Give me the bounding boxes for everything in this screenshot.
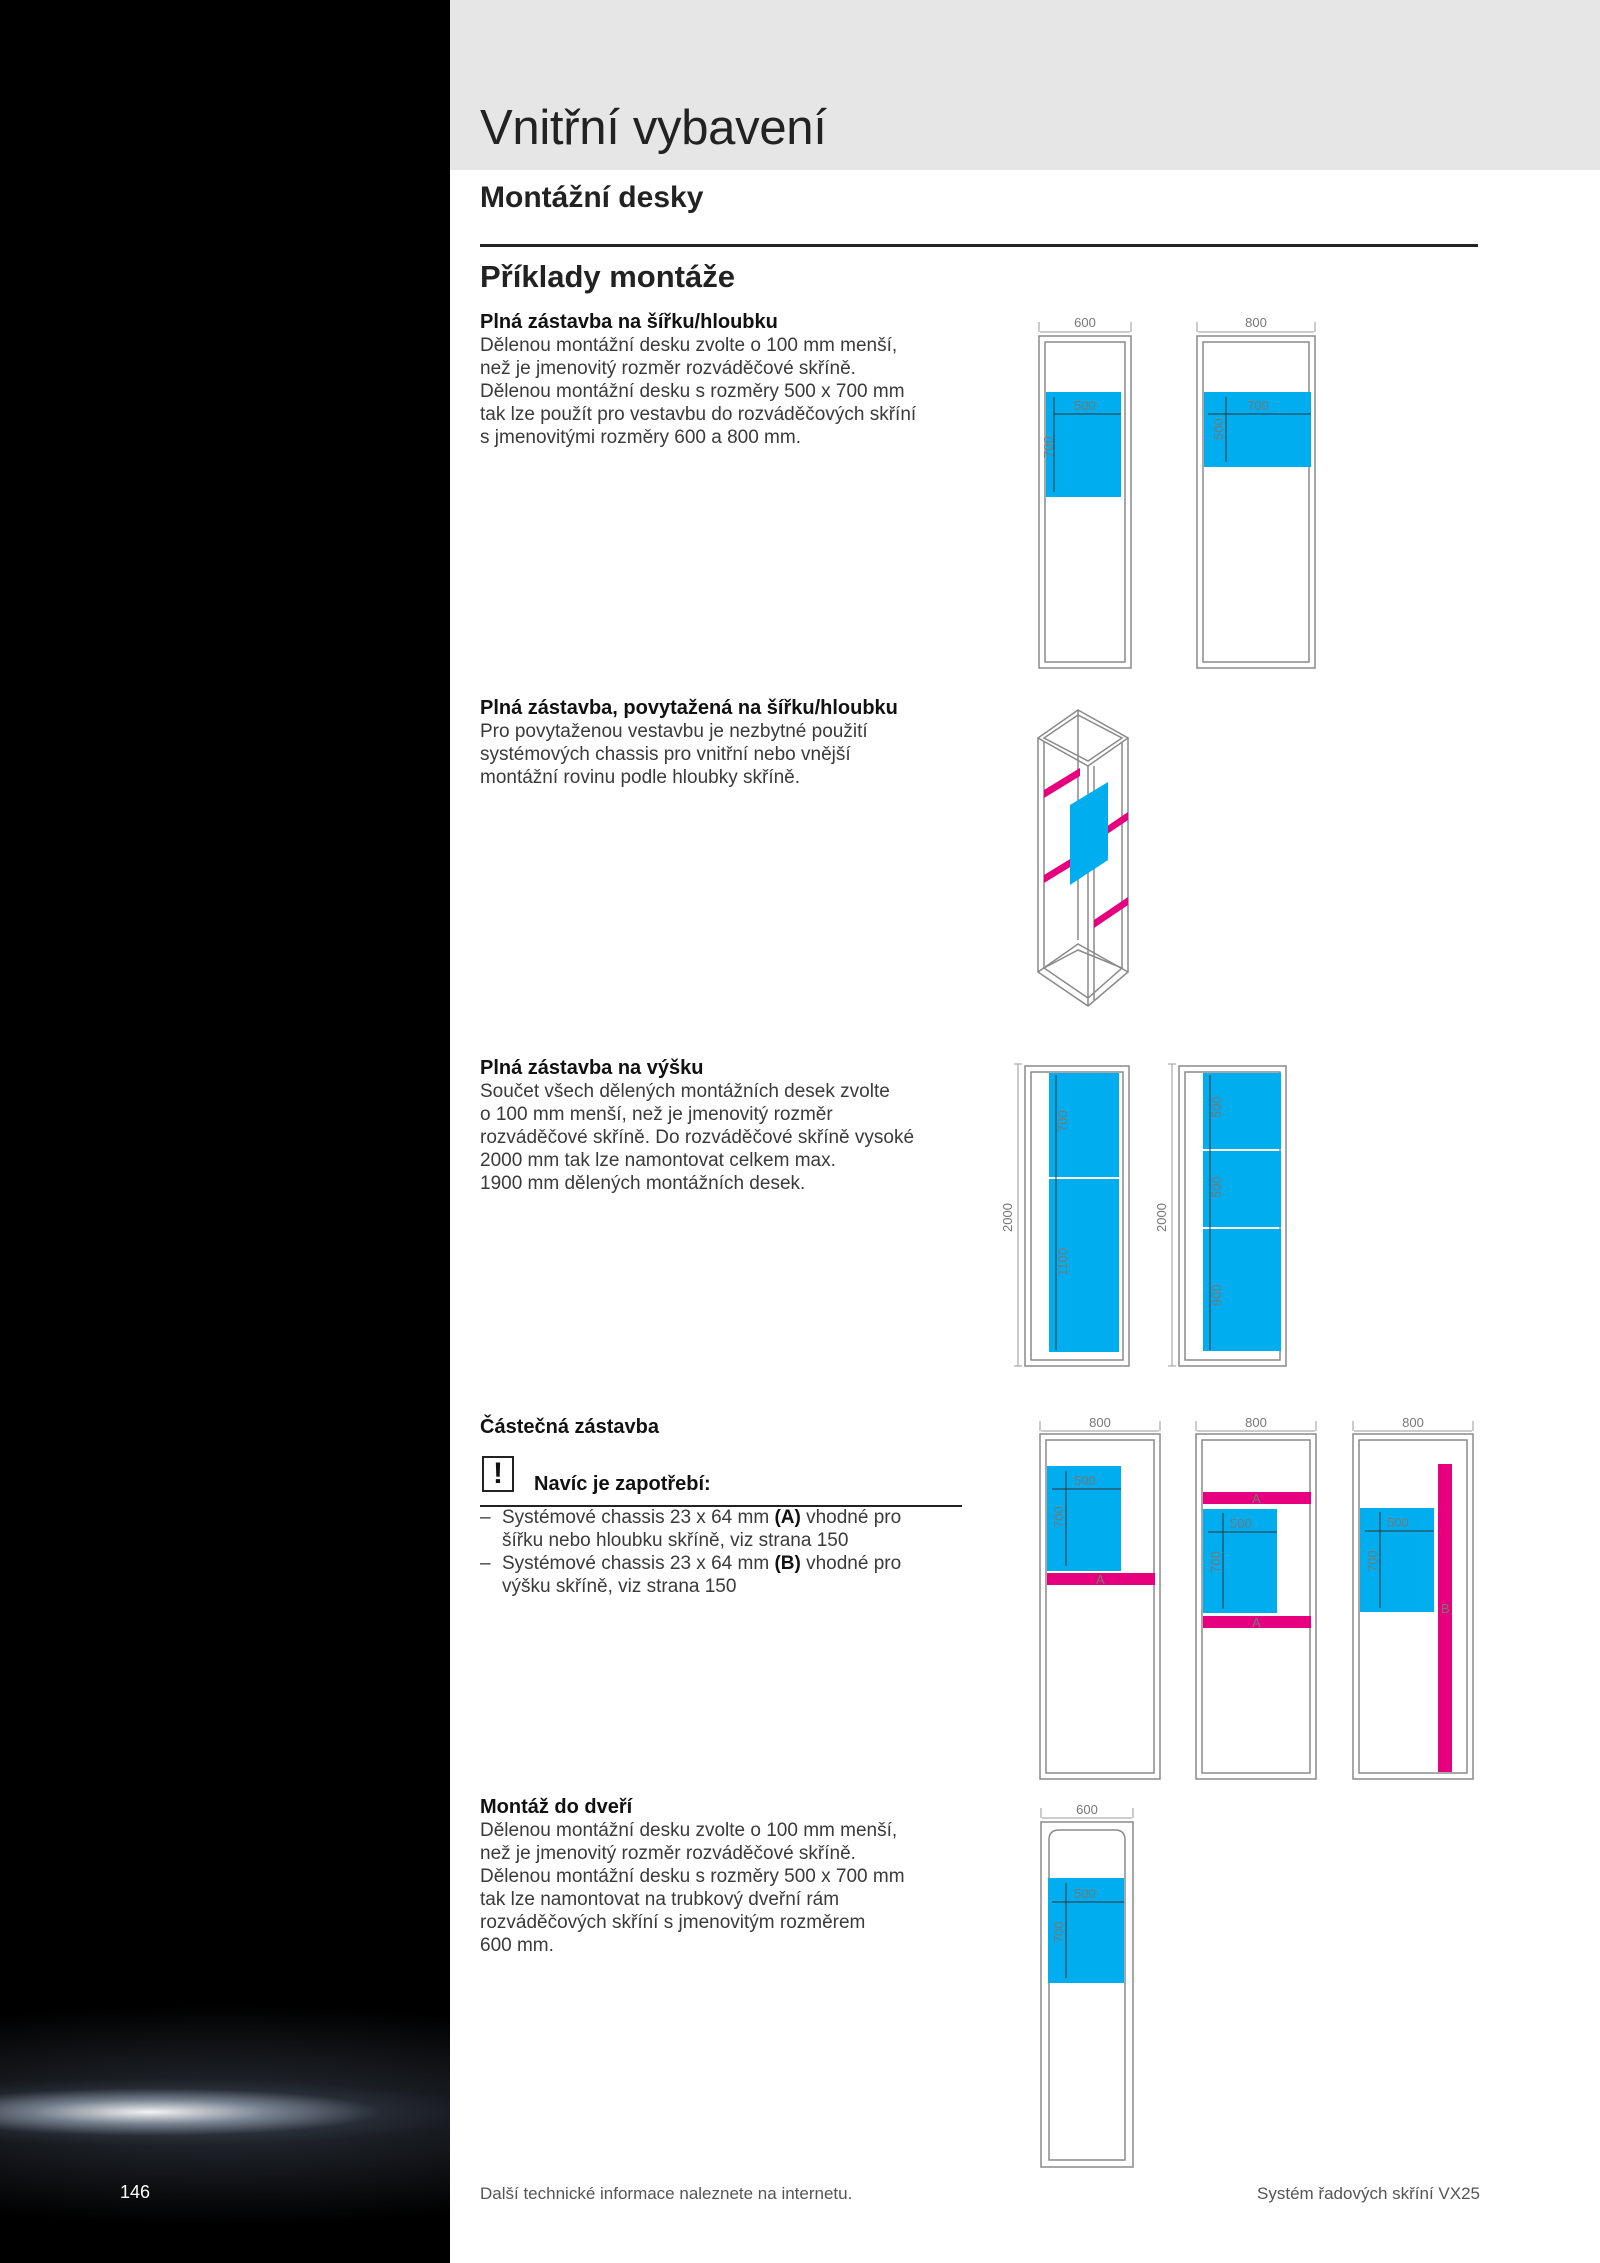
cabinet-partial-a	[1040, 1415, 1160, 1779]
note-title: Navíc je zapotřebí:	[534, 1473, 711, 1495]
text-line: 600 mm.	[480, 1935, 554, 1956]
text-line: o 100 mm menší, než je jmenovitý rozměr	[480, 1104, 833, 1125]
section-heading: Plná zástavba na šířku/hloubku	[480, 311, 778, 333]
chassis-rail	[1044, 768, 1080, 798]
cabinet-600	[1039, 315, 1131, 668]
section-heading: Částečná zástavba	[480, 1416, 659, 1438]
section-heading: Montáž do dveří	[480, 1796, 633, 1818]
text-line: než je jmenovitý rozměr rozváděčové skříně.	[480, 358, 856, 379]
text-line: Pro povytaženou vestavbu je nezbytné použití	[480, 721, 868, 742]
diagram-extended-mount	[1030, 700, 1190, 1020]
exclamation-icon: !	[482, 1456, 514, 1492]
dimension-label: 600	[1074, 315, 1096, 330]
section-divider	[480, 244, 1478, 247]
dimension-label: 800	[1402, 1415, 1424, 1430]
footer-info: Další technické informace naleznete na internetu.	[480, 2184, 853, 2203]
dimension-label: 700	[1247, 398, 1269, 413]
chassis-label: A	[1096, 1572, 1105, 1587]
cabinet-height-left	[1000, 1064, 1129, 1366]
dimension-label: 500	[1074, 398, 1096, 413]
dimension-label: 800	[1089, 1415, 1111, 1430]
chassis-rail	[1094, 897, 1128, 928]
sidebar-decoration	[0, 0, 450, 2263]
page-title: Vnitřní vybavení	[480, 101, 827, 155]
dimension-label: 2000	[1000, 1203, 1015, 1232]
text-line: Dělenou montážní desku zvolte o 100 mm menší,	[480, 1820, 898, 1841]
dimension-label: 500	[1211, 418, 1226, 440]
dimension-label: 700	[1208, 1551, 1223, 1573]
dimension-label: 500	[1387, 1515, 1409, 1530]
section-partial-mount	[480, 1416, 970, 1439]
cabinet-height-right	[1154, 1064, 1286, 1366]
dimension-label: 800	[1245, 315, 1267, 330]
list-item: – Systémové chassis 23 x 64 mm (A) vhodné pro šířku nebo hloubku skříně, viz strana 150	[480, 1507, 902, 1551]
chassis-rail	[1438, 1464, 1452, 1772]
text-line: s jmenovitými rozměry 600 a 800 mm.	[480, 427, 801, 448]
text-line: tak lze namontovat na trubkový dveřní rám	[480, 1889, 840, 1910]
dimension-label: 900	[1209, 1284, 1224, 1306]
text-line: systémových chassis pro vnitřní nebo vnější	[480, 744, 851, 765]
door-frame	[1041, 1822, 1133, 2167]
dimension-label: 500	[1209, 1176, 1224, 1198]
text-line: tak lze použít pro vestavbu do rozváděčových skříní	[480, 404, 917, 425]
dimension-label: 800	[1245, 1415, 1267, 1430]
text-line: montážní rovinu podle hloubky skříně.	[480, 767, 801, 788]
footer-catalog-title: Systém řadových skříní VX25	[1257, 2184, 1480, 2203]
diagram-door-mount	[1030, 1798, 1170, 2158]
dimension-label: 700	[1051, 1506, 1066, 1528]
text-line: rozváděčové skříně. Do rozváděčové skříně vysoké	[480, 1127, 915, 1148]
section-full-height	[480, 1057, 970, 1195]
requirements-list	[480, 1506, 980, 1598]
dimension-label: 2000	[1154, 1203, 1169, 1232]
cabinet-partial-c	[1353, 1415, 1473, 1779]
text-line: Dělenou montážní desku zvolte o 100 mm menší,	[480, 335, 898, 356]
section-heading: Plná zástavba, povytažená na šířku/hloubku	[480, 697, 898, 719]
section-title: Montážní desky	[480, 181, 704, 214]
chassis-label: A	[1252, 1615, 1261, 1630]
dimension-label: 700	[1041, 436, 1056, 458]
text-line: 1900 mm dělených montážních desek.	[480, 1173, 806, 1194]
mounting-plate	[1070, 782, 1108, 885]
diagram-partial-mount	[1030, 1416, 1490, 1766]
section-door-mount	[480, 1796, 970, 1957]
section-extended-mount	[480, 697, 970, 789]
diagram-full-width-depth	[1030, 310, 1350, 670]
diagram-full-height	[1000, 1060, 1300, 1380]
dimension-label: 600	[1076, 1802, 1098, 1817]
dimension-label: 500	[1230, 1516, 1252, 1531]
section-heading: Plná zástavba na výšku	[480, 1057, 704, 1079]
text-line: Dělenou montážní desku s rozměry 500 x 700 mm	[480, 381, 905, 402]
text-line: Součet všech dělených montážních desek zvolte	[480, 1081, 890, 1102]
list-item: – Systémové chassis 23 x 64 mm (B) vhodné pro výšku skříně, viz strana 150	[480, 1553, 902, 1597]
text-line: 2000 mm tak lze namontovat celkem max.	[480, 1150, 836, 1171]
dimension-label: 500	[1074, 1473, 1096, 1488]
page-number: 146	[120, 2182, 151, 2202]
section-full-width-depth	[480, 311, 970, 449]
dimension-label: 700	[1365, 1550, 1380, 1572]
subsection-title: Příklady montáže	[480, 259, 735, 294]
chassis-label: A	[1252, 1491, 1261, 1506]
text-line: než je jmenovitý rozměr rozváděčové skříně.	[480, 1843, 856, 1864]
cabinet-partial-b	[1196, 1415, 1316, 1779]
text-line: Dělenou montážní desku s rozměry 500 x 700 mm	[480, 1866, 905, 1887]
dimension-label: 700	[1051, 1921, 1066, 1943]
dimension-label: 1100	[1055, 1248, 1070, 1276]
dimension-label: 500	[1209, 1096, 1224, 1118]
dimension-label: 500	[1074, 1886, 1096, 1901]
cabinet-800	[1197, 315, 1315, 668]
text-line: rozváděčových skříní s jmenovitým rozměrem	[480, 1912, 866, 1933]
chassis-label: B	[1441, 1601, 1450, 1616]
dimension-label: 700	[1055, 1110, 1070, 1132]
